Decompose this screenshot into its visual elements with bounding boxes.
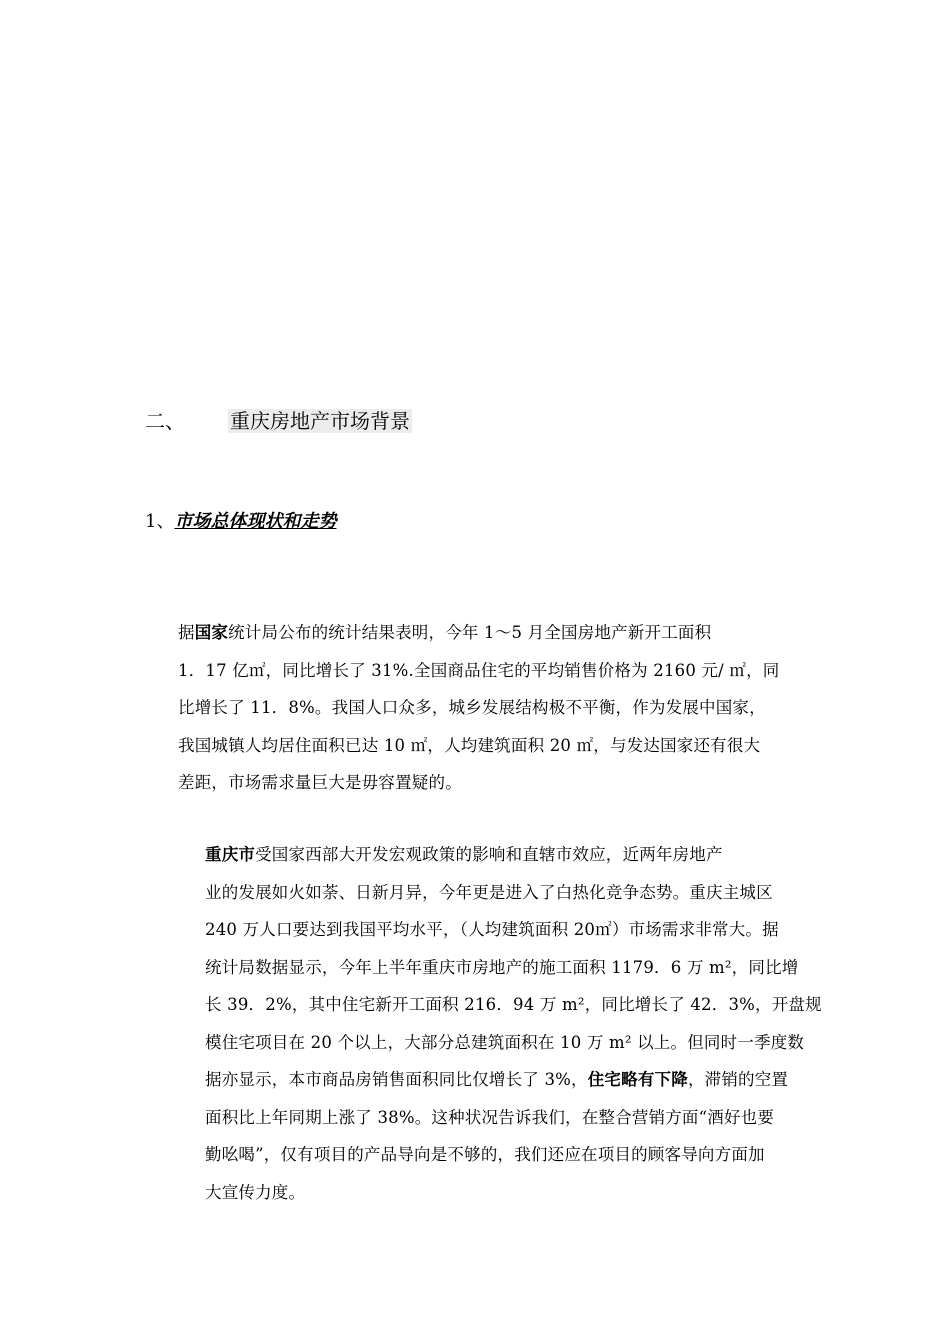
paragraph-line: 240 万人口要达到我国平均水平，（人均建筑面积 20㎡）市场需求非常大。据	[205, 920, 779, 939]
paragraph-line: 勤吆喝”，仅有项目的产品导向是不够的，我们还应在项目的顾客导向方面加	[205, 1145, 765, 1164]
paragraph-line: 大宣传力度。	[205, 1182, 306, 1202]
paragraph-line: 重庆市受国家西部大开发宏观政策的影响和直辖市效应，近两年房地产	[205, 845, 723, 864]
paragraph-line: 长 39．2%，其中住宅新开工面积 216．94 万 m²，同比增长了 42．3%，开盘规	[205, 995, 822, 1014]
section-heading	[145, 404, 412, 438]
section-number: 二、	[145, 409, 185, 433]
paragraph-line: 据国家统计局公布的统计结果表明，今年 1～5 月全国房地产新开工面积	[178, 623, 712, 642]
paragraph-line: 统计局数据显示，今年上半年重庆市房地产的施工面积 1179．6 万 m²，同比增	[205, 957, 799, 977]
bold-text: 重庆市	[205, 845, 256, 864]
bold-text: 国家	[194, 623, 229, 642]
subsection-number: 1、	[145, 511, 175, 532]
paragraph-national-statistics	[145, 614, 809, 802]
subsection-heading	[145, 506, 336, 538]
bold-text: 住宅略有下降	[587, 1070, 688, 1089]
paragraph-line: 模住宅项目在 20 个以上，大部分总建筑面积在 10 万 m² 以上。但同时一季度数	[205, 1032, 805, 1052]
paragraph-line: 差距，市场需求量巨大是毋容置疑的。	[178, 773, 462, 792]
paragraph-line: 比增长了 11．8%。我国人口众多，城乡发展结构极不平衡，作为发展中国家，	[178, 698, 766, 717]
paragraph-line: 我国城镇人均居住面积已达 10 ㎡，人均建筑面积 20 ㎡，与发达国家还有很大	[178, 735, 761, 755]
paragraph-line: 据亦显示，本市商品房销售面积同比仅增长了 3%，住宅略有下降，滞销的空置	[205, 1070, 789, 1089]
paragraph-chongqing-market	[145, 836, 822, 1211]
paragraph-line: 面积比上年同期上涨了 38%。这种状况告诉我们，在整合营销方面“酒好也要	[205, 1107, 775, 1127]
section-title: 重庆房地产市场背景	[230, 409, 410, 433]
subsection-title: 市场总体现状和走势	[174, 511, 337, 532]
paragraph-line: 1．17 亿㎡，同比增长了 31%.全国商品住宅的平均销售价格为 2160 元/ ㎡，同	[178, 660, 780, 680]
paragraph-line: 业的发展如火如荼、日新月异，今年更是进入了白热化竞争态势。重庆主城区	[205, 882, 773, 902]
